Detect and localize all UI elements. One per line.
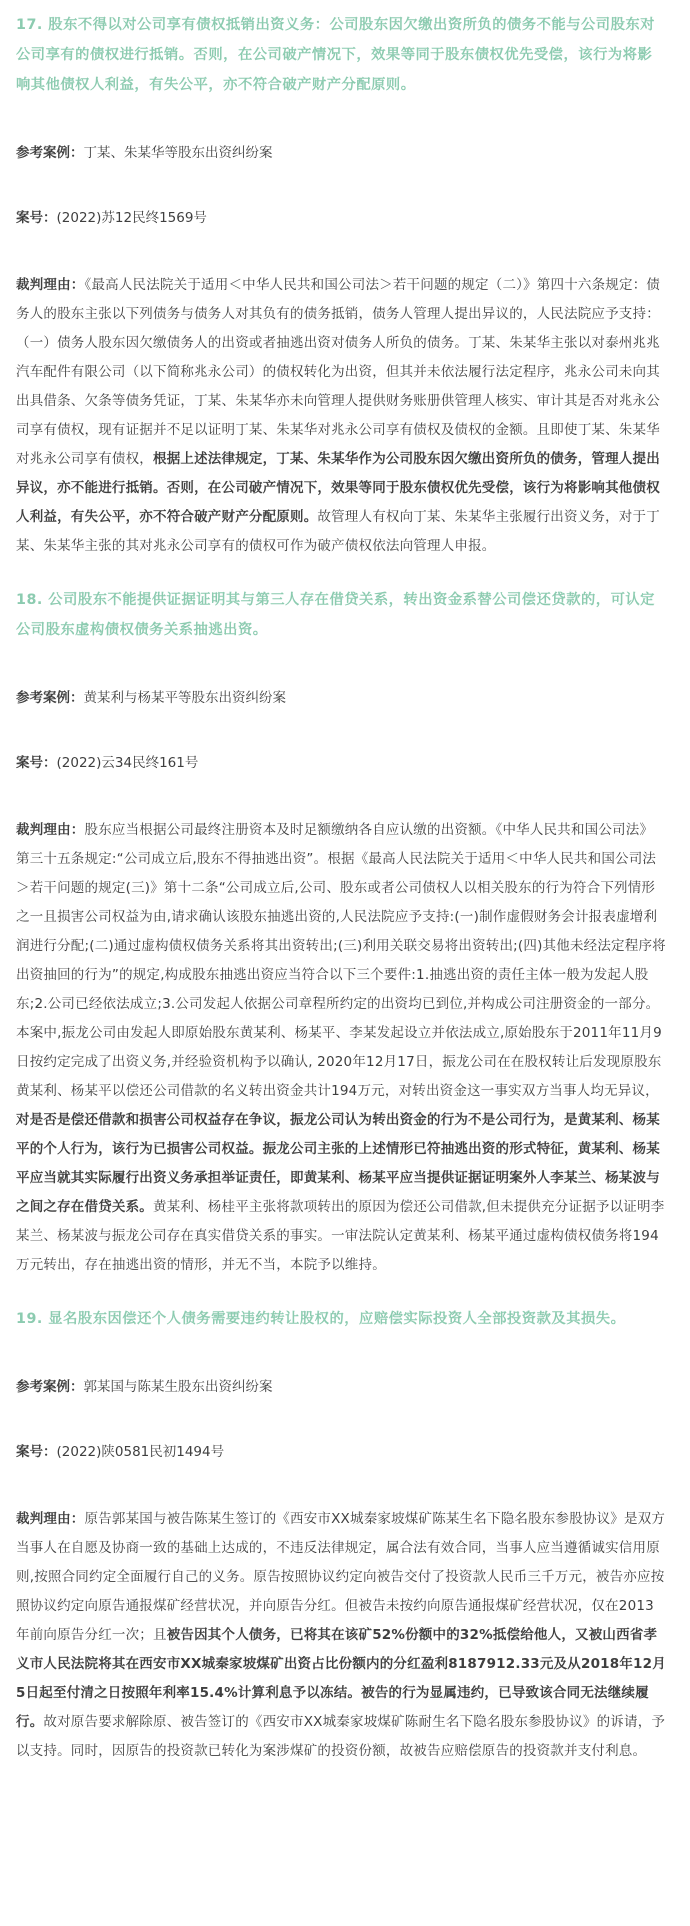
section-18-case xyxy=(16,683,666,713)
case-number-value: (2022)陕0581民初1494号 xyxy=(56,1444,225,1460)
section-19 xyxy=(16,1304,666,1766)
case-value: 丁某、朱某华等股东出资纠纷案 xyxy=(83,145,273,161)
reason-text-2: 黄某利、杨桂平主张将款项转出的原因为偿还公司借款,但未提供充分证据予以证明李某兰、杨某波与振龙公司存在真实借贷关系的事实。一审法院认定黄某利、杨某平通过虚构债权债务将194万元转出，存在抽逃出资的情形，并无不当，本院予以维持。 xyxy=(16,1199,665,1273)
reason-text-2: 故对原告要求解除原、被告签订的《西安市XX城秦家坡煤矿陈耐生名下隐名股东参股协议》的诉请，予以支持。同时，因原告的投资款已转化为案涉煤矿的投资份额，故被告应赔偿原告的投资款并支付利息。 xyxy=(16,1714,666,1759)
reason-bold-1: 被告因其个人债务，已将其在该矿52%份额中的32%抵偿给他人，又被山西省孝义市人民法院将其在西安市XX城秦家坡煤矿出资占比份额内的分红盈利8187912.33元及从2018年12月5日起至付清之日按照年利率15.4%计算利息予以冻结。被告的行为显属违约，已导致该合同无法继续履行。 xyxy=(16,1627,666,1730)
reason-text-1: 股东应当根据公司最终注册资本及时足额缴纳各自应认缴的出资额。《中华人民共和国公司法》第三十五条规定:“公司成立后,股东不得抽逃出资”。根据《最高人民法院关于适用＜中华人民共和国公司法＞若干问题的规定(三)》第十二条“公司成立后,公司、股东或者公司债权人以相关股东的行为符合下列情形之一且损害公司权益为由,请求确认该股东抽逃出资的,人民法院应予支持:(一)制作虚假财务会计报表虚增利润进行分配;(二)通过虚构债权债务关系将其出资转出;(三)利用关联交易将出资转出;(四)其他未经法定程序将出资抽回的行为”的规定,构成股东抽逃出资应当符合以下三个要件:1.抽逃出资的责任主体一般为发起人股东;2.公司已经依法成立;3.公司发起人依据公司章程所约定的出资均已到位,并构成公司注册资金的一部分。本案中,振龙公司由发起人即原始股东黄某利、杨某平、李某发起设立并依法成立,原始股东于2011年11月9日按约定完成了出资义务,并经验资机构予以确认, 2020年12月17日，振龙公司在在股权转让后发现原股东黄某利、杨某平以偿还公司借款的名义转出资金共计194万元，对转出资金这一事实双方当事人均无异议， xyxy=(16,822,666,1099)
reason-label: 裁判理由： xyxy=(16,1511,85,1527)
reason-bold-1: 对是否是偿还借款和损害公司权益存在争议，振龙公司认为转出资金的行为不是公司行为，是黄某利、杨某平的个人行为，该行为已损害公司权益。振龙公司主张的上述情形已符抽逃出资的形式特征，黄某利、杨某平应当就其实际履行出资义务承担举证责任，即黄某利、杨某平应当提供证据证明案外人李某兰、杨某波与之间之存在借贷关系。 xyxy=(16,1112,660,1215)
section-17 xyxy=(16,10,666,561)
section-18-reasoning xyxy=(16,816,666,1280)
reason-text-1: 原告郭某国与被告陈某生签订的《西安市XX城秦家坡煤矿陈某生名下隐名股东参股协议》是双方当事人在自愿及协商一致的基础上达成的，不违反法律规定，属合法有效合同，当事人应当遵循诚实信用原则,按照合同约定全面履行自己的义务。原告按照协议约定向被告交付了投资款人民币三千万元，被告亦应按照协议约定向原告通报煤矿经营状况，并向原告分红。但被告未按约向原告通报煤矿经营状况，仅在2013年前向原告分红一次；且 xyxy=(16,1511,666,1643)
section-18 xyxy=(16,585,666,1280)
case-label: 参考案例： xyxy=(16,690,84,706)
case-number-value: (2022)云34民终161号 xyxy=(56,755,199,771)
section-17-case-number xyxy=(16,203,666,233)
section-19-reasoning xyxy=(16,1505,666,1766)
case-number-label: 案号： xyxy=(16,1444,57,1460)
section-17-reasoning xyxy=(16,271,666,561)
reason-label: 裁判理由： xyxy=(16,277,85,293)
section-19-case xyxy=(16,1372,666,1402)
section-17-heading: 17. 股东不得以对公司享有债权抵销出资义务：公司股东因欠缴出资所负的债务不能与公司股东对公司享有的债权进行抵销。否则，在公司破产情况下，效果等同于股东债权优先受偿，该行为将影响其他债权人利益，有失公平，亦不符合破产财产分配原则。 xyxy=(16,17,655,93)
reason-label: 裁判理由： xyxy=(16,822,85,838)
section-18-heading: 18. 公司股东不能提供证据证明其与第三人存在借贷关系，转出资金系替公司偿还贷款的，可认定公司股东虚构债权债务关系抽逃出资。 xyxy=(16,592,655,638)
case-number-label: 案号： xyxy=(16,210,57,226)
section-18-case-number xyxy=(16,748,666,778)
reason-bold-1: 根据上述法律规定，丁某、朱某华作为公司股东因欠缴出资所负的债务，管理人提出异议，亦不能进行抵销。否则，在公司破产情况下，效果等同于股东债权优先受偿，该行为将影响其他债权人利益，有失公平，亦不符合破产财产分配原则。 xyxy=(16,451,660,525)
case-number-value: (2022)苏12民终1569号 xyxy=(56,210,207,226)
section-19-case-number xyxy=(16,1437,666,1467)
section-19-heading: 19. 显名股东因偿还个人债务需要违约转让股权的，应赔偿实际投资人全部投资款及其损失。 xyxy=(16,1311,626,1327)
case-number-label: 案号： xyxy=(16,755,57,771)
case-value: 黄某利与杨某平等股东出资纠纷案 xyxy=(83,690,286,706)
reason-text-1: 《最高人民法院关于适用＜中华人民共和国公司法＞若干问题的规定（二）》第四十六条规定：债务人的股东主张以下列债务与债务人对其负有的债务抵销，债务人管理人提出异议的，人民法院应予支持：（一）债务人股东因欠缴债务人的出资或者抽逃出资对债务人所负的债务。丁某、朱某华主张以对泰州兆兆汽车配件有限公司（以下简称兆永公司）的债权转化为出资，但其并未依法履行法定程序，兆永公司未向其出具借条、欠条等债务凭证，丁某、朱某华亦未向管理人提供财务账册供管理人核实、审计其是否对兆永公司享有债权，现有证据并不足以证明丁某、朱某华对兆永公司享有债权及债权的金额。且即使丁某、朱某华对兆永公司享有债权， xyxy=(16,277,661,467)
section-17-case xyxy=(16,138,666,168)
case-label: 参考案例： xyxy=(16,1379,84,1395)
case-label: 参考案例： xyxy=(16,145,84,161)
case-value: 郭某国与陈某生股东出资纠纷案 xyxy=(83,1379,273,1395)
reason-text-2: 故管理人有权向丁某、朱某华主张履行出资义务，对于丁某、朱某华主张的其对兆永公司享有的债权可作为破产债权依法向管理人申报。 xyxy=(16,509,660,554)
